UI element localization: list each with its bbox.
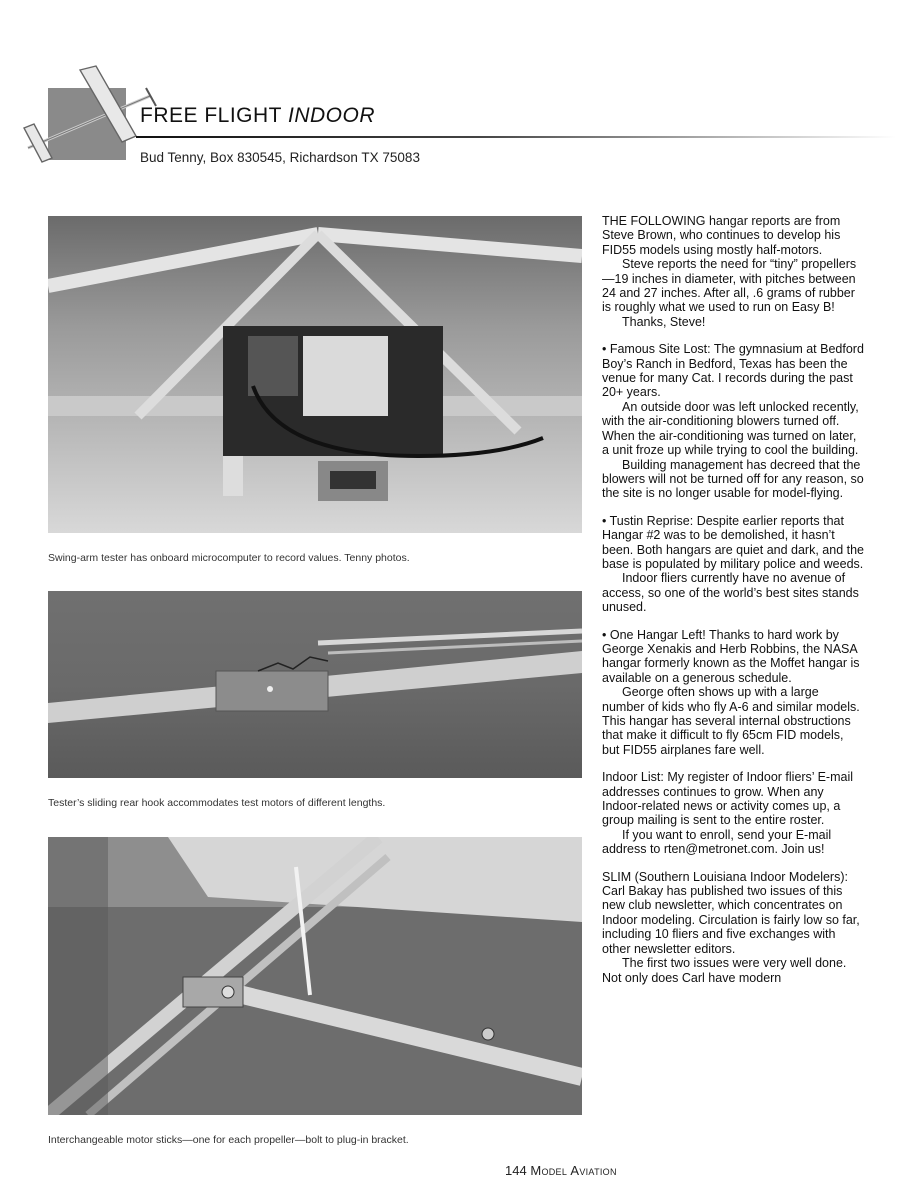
paragraph: Indoor List: My register of Indoor fliers’ E-mail addresses continues to grow. When any Indoor-related news or activity comes up, a group mailing is sent to the entire roster. bbox=[602, 770, 854, 828]
photo-motor-sticks bbox=[48, 837, 582, 1115]
paragraph: Building management has decreed that the blowers will not be turned off for any reason, so the site is no longer usable for model-flying. bbox=[602, 457, 864, 501]
title-rule bbox=[136, 136, 896, 138]
photo-caption: Swing-arm tester has onboard microcomputer to record values. Tenny photos. bbox=[48, 552, 410, 564]
paragraph: Steve reports the need for “tiny” propellers—19 inches in diameter, with pitches between 24 and 27 inches. After all, .6 grams of rubber is roughly what we used to run on Easy B! bbox=[602, 257, 857, 315]
paragraph: • Famous Site Lost: The gymnasium at Bedford Boy’s Ranch in Bedford, Texas has been the venue for many Cat. I records during the past 20+ years. bbox=[602, 342, 864, 400]
paragraph: An outside door was left unlocked recently, with the air-conditioning blowers turned off. When the air-conditioning was turned on later, a unit froze up while trying to cool the building. bbox=[602, 399, 859, 458]
paragraph: Indoor fliers currently have no avenue of access, so one of the world’s best sites stands unused. bbox=[602, 571, 859, 615]
photo-sliding-rear-hook bbox=[48, 591, 582, 778]
paragraph: SLIM (Southern Louisiana Indoor Modelers): Carl Bakay has published two issues of this new club newsletter, which concentrates on Indoor modeling. Circulation is fairly low so far, including 10 fliers and five exchanges with other newsletter editors. bbox=[602, 869, 860, 956]
title-main: FREE FLIGHT bbox=[140, 104, 282, 127]
photo-caption: Tester’s sliding rear hook accommodates test motors of different lengths. bbox=[48, 797, 386, 809]
paragraph: If you want to enroll, send your E-mail address to rten@metronet.com. Join us! bbox=[602, 827, 832, 857]
paragraph: THE FOLLOWING hangar reports are from Steve Brown, who continues to develop his FID55 models using mostly half-motors. bbox=[602, 214, 841, 257]
photo-caption: Interchangeable motor sticks—one for each propeller—bolt to plug-in bracket. bbox=[48, 1134, 409, 1146]
paragraph: The first two issues were very well done. Not only does Carl have modern bbox=[602, 956, 847, 985]
article-text bbox=[602, 214, 864, 985]
paragraph: George often shows up with a large number of kids who fly A-6 and similar models. This hangar has several internal obstructions that make it difficult to fly 65cm FID models, but FID55 airplanes fare well. bbox=[602, 685, 860, 757]
page-number: 144 bbox=[505, 1163, 527, 1178]
paragraph: • Tustin Reprise: Despite earlier reports that Hangar #2 was to be demolished, it hasn’t been. Both hangars are quiet and dark, and the base is populated by military police and weeds. bbox=[602, 513, 864, 571]
author-byline: Bud Tenny, Box 830545, Richardson TX 75083 bbox=[140, 150, 420, 165]
title-italic: INDOOR bbox=[287, 104, 375, 127]
magazine-name: Model Aviation bbox=[530, 1163, 617, 1178]
paragraph: • One Hangar Left! Thanks to hard work by George Xenakis and Herb Robbins, the NASA hangar formerly known as the Moffet hangar is available on a generous schedule. bbox=[602, 627, 860, 685]
photo-swing-arm-tester bbox=[48, 216, 582, 533]
page-folio bbox=[505, 1163, 617, 1178]
paragraph: Thanks, Steve! bbox=[622, 314, 706, 329]
section-title bbox=[140, 104, 375, 128]
